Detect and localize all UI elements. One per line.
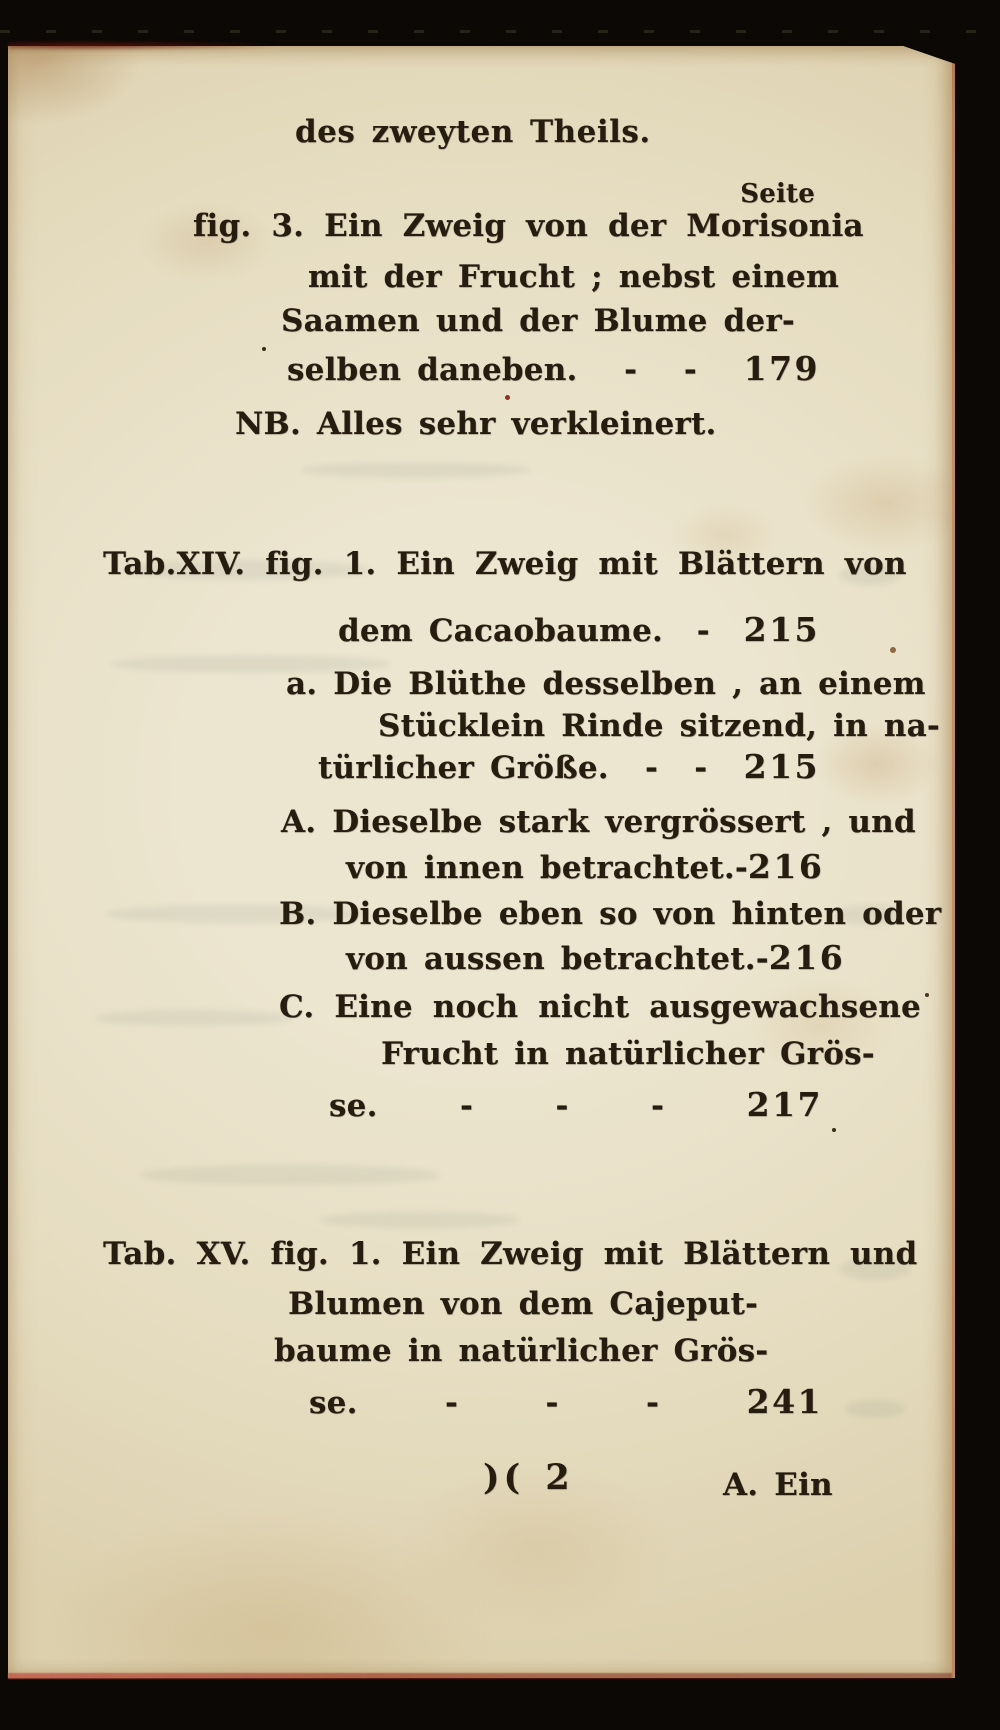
toc-line-text: se.	[329, 1088, 378, 1124]
page-number: 179	[743, 349, 820, 388]
toc-line	[346, 938, 846, 979]
toc-line-text: Stücklein Rinde sitzend, in na-	[378, 708, 940, 744]
page-top-edge-stain	[8, 41, 273, 50]
leader-dash: -	[545, 1385, 559, 1421]
toc-line-text: von aussen betrachtet.	[346, 941, 756, 977]
toc-line-text: türlicher Größe.	[318, 750, 609, 786]
leader-dash: -	[644, 750, 659, 786]
leader-dash: -	[460, 1088, 474, 1124]
nb-note: NB. Alles sehr verkleinert.	[235, 406, 717, 442]
page-number: 216	[768, 938, 846, 977]
toc-line-text: Frucht in natürlicher Grös-	[381, 1036, 875, 1072]
ink-speck	[262, 347, 266, 351]
toc-line	[288, 1284, 758, 1324]
toc-line	[103, 1234, 917, 1274]
bleed-through-smudge	[845, 1400, 905, 1418]
page-number: 216	[747, 847, 825, 886]
page-number: 215	[743, 747, 820, 786]
toc-line	[274, 1331, 768, 1371]
leader-dash: -	[445, 1385, 459, 1421]
toc-line-text: A. Dieselbe stark vergrössert , und	[281, 804, 916, 840]
leader-dash: -	[646, 1385, 660, 1421]
leader-dash: -	[651, 1088, 665, 1124]
leader-dashes	[735, 848, 748, 888]
toc-line	[381, 1034, 875, 1074]
bleed-through-smudge	[140, 1165, 440, 1185]
bleed-through-smudge	[300, 462, 530, 478]
leader-dashes	[378, 1086, 747, 1126]
toc-line-text: Tab. XV. fig. 1. Ein Zweig mit Blättern und	[103, 1236, 918, 1272]
toc-line	[378, 706, 940, 746]
leader-dash: -	[555, 1088, 569, 1124]
toc-line-text: C. Eine noch nicht ausgewachsene	[279, 989, 921, 1025]
toc-line	[318, 747, 820, 788]
toc-line	[193, 206, 864, 246]
toc-line-text: B. Dieselbe eben so von hinten oder	[279, 896, 942, 932]
toc-line-text: von innen betrachtet.	[346, 850, 735, 886]
toc-line	[309, 1382, 823, 1423]
signature-mark: )( 2	[483, 1457, 574, 1498]
toc-line	[281, 802, 916, 842]
toc-line	[279, 894, 941, 934]
catchword: A. Ein	[723, 1467, 833, 1503]
toc-line	[346, 847, 824, 888]
toc-line	[286, 664, 926, 704]
leader-dashes	[663, 611, 744, 651]
ink-speck	[890, 647, 896, 653]
leader-dash: -	[683, 352, 697, 388]
ink-speck	[832, 1128, 836, 1132]
page-number: 241	[746, 1382, 823, 1421]
toc-line-text: baume in natürlicher Grös-	[274, 1333, 769, 1369]
scan-perforation-dots	[0, 30, 1000, 33]
page-number: 215	[743, 610, 820, 649]
toc-line	[281, 301, 795, 341]
toc-line-text: fig. 3. Ein Zweig von der Morisonia	[193, 208, 864, 244]
toc-line-text: a. Die Blüthe desselben , an einem	[286, 666, 926, 702]
toc-line-text: Blumen von dem Cajeput-	[288, 1286, 759, 1322]
bleed-through-smudge	[95, 1010, 295, 1026]
toc-line-text: se.	[309, 1385, 358, 1421]
leader-dashes	[609, 748, 744, 788]
leader-dashes	[577, 350, 743, 390]
toc-line	[308, 257, 839, 297]
toc-line	[338, 610, 820, 651]
running-header: des zweyten Theils.	[295, 114, 651, 150]
toc-line-text: Saamen und der Blume der-	[281, 303, 795, 339]
toc-line	[103, 544, 907, 584]
leader-dash: -	[624, 352, 638, 388]
leader-dash: -	[696, 613, 710, 649]
page-bottom-red-edge	[8, 1673, 952, 1679]
ink-speck	[505, 395, 510, 400]
leader-dash: -	[755, 941, 769, 977]
toc-line-text: selben daneben.	[287, 352, 578, 388]
toc-line	[287, 349, 820, 390]
toc-line-text: dem Cacaobaume.	[338, 613, 664, 649]
toc-line	[279, 987, 921, 1027]
page-column-label: Seite	[740, 179, 815, 209]
toc-line-text: mit der Frucht ; nebst einem	[308, 259, 839, 295]
leader-dashes	[358, 1383, 747, 1423]
ink-speck	[925, 993, 929, 997]
bleed-through-smudge	[320, 1212, 520, 1228]
toc-line-text: Tab.XIV. fig. 1. Ein Zweig mit Blättern von	[103, 546, 907, 582]
leader-dash: -	[734, 850, 748, 886]
leader-dashes	[756, 939, 769, 979]
page-number: 217	[746, 1085, 823, 1124]
toc-line	[329, 1085, 823, 1126]
leader-dash: -	[694, 750, 708, 786]
